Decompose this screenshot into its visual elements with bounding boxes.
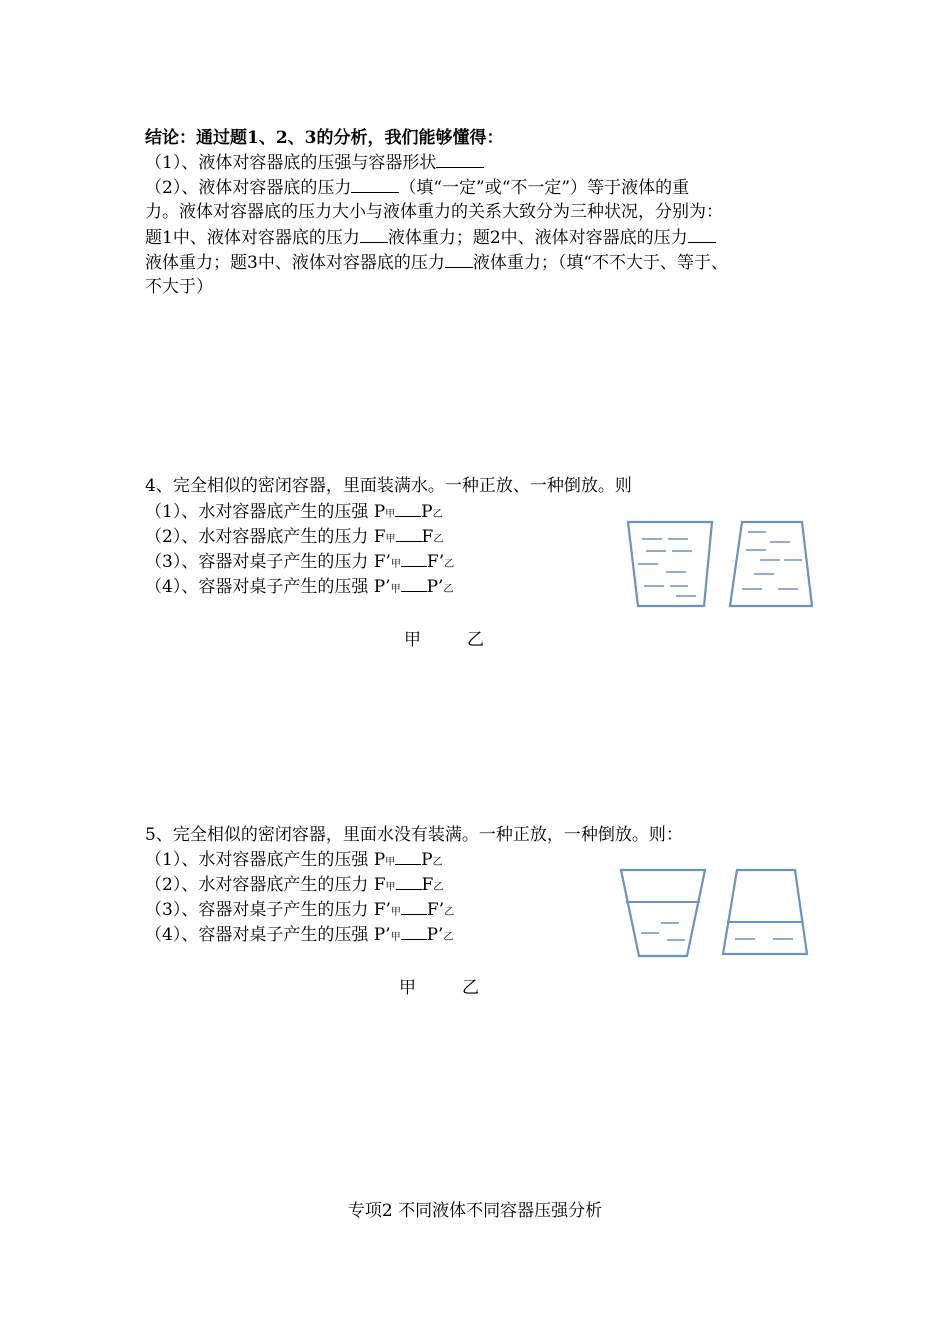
text: （4）、容器对桌子产生的压强 P’: [145, 577, 391, 597]
answer-blank[interactable]: [436, 150, 484, 168]
q5-caption-jia: 甲: [399, 978, 416, 998]
text: （2）、液体对容器底的压力: [145, 178, 352, 198]
conclusion-line-2: [145, 175, 689, 200]
conclusion-line-3: 力。液体对容器底的压力大小与液体重力的关系大致分为三种状况，分别为：: [145, 202, 723, 222]
q4-title: 4、完全相似的密闭容器，里面装满水。一种正放、一种倒放。则: [145, 476, 632, 496]
answer-blank[interactable]: [401, 574, 427, 592]
conclusion-line-1: [145, 150, 484, 175]
text: （1）、水对容器底产生的压强 P: [145, 850, 386, 870]
text: P’: [426, 577, 444, 597]
subscript: 乙: [433, 534, 444, 545]
text: （1）、液体对容器底的压强与容器形状: [145, 153, 437, 173]
text: 液体重力；（填“不不大于、等于、: [472, 253, 729, 273]
q4-item-2: [145, 524, 443, 552]
text: （2）、水对容器底产生的压力 F: [145, 527, 386, 547]
text: P’: [426, 925, 444, 945]
text: （2）、水对容器底产生的压力 F: [145, 875, 386, 895]
subscript: 甲: [390, 584, 401, 595]
subscript: 甲: [385, 882, 396, 893]
q5-item-3: [145, 897, 454, 925]
q4-containers-figure: [620, 512, 820, 612]
subscript: 乙: [432, 509, 443, 520]
section-footer-title: 专项2 不同液体不同容器压强分析: [347, 1201, 603, 1221]
answer-blank[interactable]: [445, 250, 473, 268]
conclusion-line-4: [145, 225, 716, 250]
text: F’: [426, 552, 445, 572]
q4-caption-jia: 甲: [404, 630, 421, 650]
answer-blank[interactable]: [395, 847, 421, 865]
q5-caption-yi: 乙: [462, 978, 479, 998]
q4-item-1: [145, 499, 443, 527]
container-inverted: [730, 522, 812, 606]
q5-title: 5、完全相似的密闭容器，里面水没有装满。一种正放，一种倒放。则：: [145, 825, 683, 845]
conclusion-line-6: 不大于）: [145, 277, 213, 297]
text: （3）、容器对桌子产生的压力 F’: [145, 552, 391, 572]
subscript: 甲: [390, 907, 401, 918]
text: （1）、水对容器底产生的压强 P: [145, 502, 386, 522]
text: 液体重力；题2中、液体对容器底的压力: [387, 228, 688, 248]
q5-item-1: [145, 847, 443, 875]
text: F’: [426, 900, 445, 920]
subscript: 乙: [444, 907, 455, 918]
subscript: 甲: [385, 509, 396, 520]
q4-caption-yi: 乙: [467, 630, 484, 650]
subscript: 甲: [390, 932, 401, 943]
q5-item-2: [145, 872, 443, 900]
water-marks: [638, 539, 696, 596]
q5-item-4: [145, 922, 453, 950]
subscript: 乙: [443, 932, 454, 943]
answer-blank[interactable]: [396, 524, 422, 542]
answer-blank[interactable]: [396, 872, 422, 890]
text: （4）、容器对桌子产生的压强 P’: [145, 925, 391, 945]
text: F: [421, 527, 434, 547]
answer-blank[interactable]: [401, 549, 427, 567]
answer-blank[interactable]: [688, 225, 716, 243]
conclusion-heading: 结论：通过题1、2、3的分析，我们能够懂得：: [145, 128, 504, 148]
subscript: 乙: [433, 882, 444, 893]
q4-item-4: [145, 574, 453, 602]
container-inverted: [723, 870, 807, 954]
text: P: [421, 850, 433, 870]
q5-containers-figure: [615, 862, 815, 962]
subscript: 乙: [443, 584, 454, 595]
answer-blank[interactable]: [395, 499, 421, 517]
answer-blank[interactable]: [351, 175, 399, 193]
subscript: 甲: [390, 559, 401, 570]
text: （3）、容器对桌子产生的压力 F’: [145, 900, 391, 920]
answer-blank[interactable]: [401, 897, 427, 915]
text: 液体重力；题3中、液体对容器底的压力: [145, 253, 445, 273]
water-marks: [641, 923, 685, 940]
subscript: 乙: [432, 857, 443, 868]
text: 题1中、液体对容器底的压力: [145, 228, 360, 248]
answer-blank[interactable]: [401, 922, 427, 940]
conclusion-line-5: [145, 250, 728, 275]
text: （填“一定”或“不一定”）等于液体的重: [399, 178, 690, 198]
subscript: 乙: [444, 559, 455, 570]
water-marks: [742, 532, 802, 589]
answer-blank[interactable]: [360, 225, 388, 243]
q4-item-3: [145, 549, 454, 577]
subscript: 甲: [385, 534, 396, 545]
subscript: 甲: [385, 857, 396, 868]
container-upright: [621, 870, 705, 956]
text: P: [421, 502, 433, 522]
text: F: [421, 875, 434, 895]
